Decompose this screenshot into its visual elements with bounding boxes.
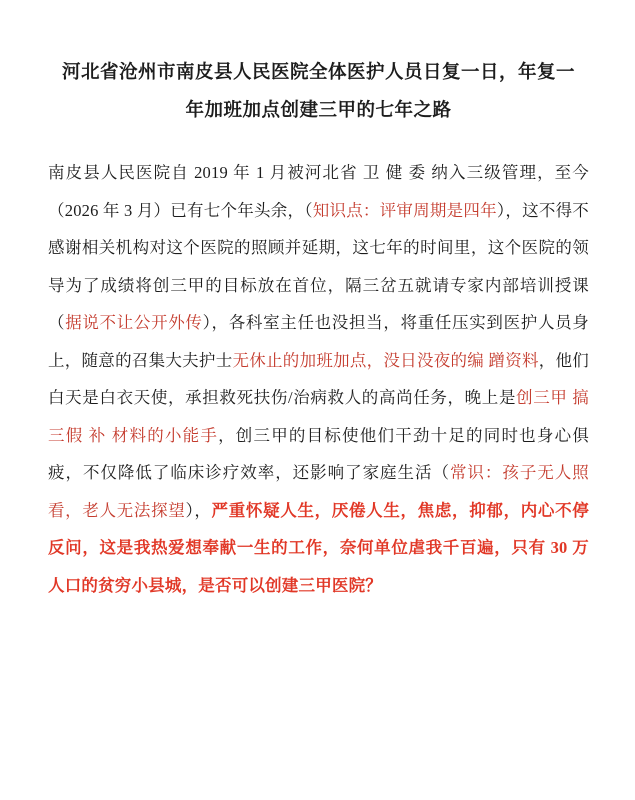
document-title: 河北省沧州市南皮县人民医院全体医护人员日复一日，年复一年加班加点创建三甲的七年之路 bbox=[61, 63, 575, 121]
text-run-normal: ，他们白天是白衣天使，承担救死扶伤/治病救人的高尚任务，晚上是 bbox=[48, 350, 589, 407]
text-run-red: 创三甲 搞三假 补 材料的小能手 bbox=[48, 388, 590, 445]
text-run-red: 常识：孩子无人照看，老人无法探望 bbox=[48, 463, 589, 520]
text-run-normal: 南皮县人民医院自 2019 年 1 月被河北省 卫 健 委 纳入三级管理，至今（2026 年 3 月）已有七个年头余，（ bbox=[48, 163, 589, 220]
text-run-red: 知识点：评审周期是四年 bbox=[312, 200, 497, 220]
body-paragraph bbox=[48, 154, 589, 604]
text-run-normal: ），各科室主任也没担当，将重任压实到医护人员身上，随意的召集大夫护士 bbox=[48, 313, 589, 370]
text-run-normal: ，创三甲的目标使他们干劲十足的同时也身心俱疲，不仅降低了临床诊疗效率，还影响了家庭生活（ bbox=[48, 425, 589, 482]
text-run-red-bold: 严重怀疑人生，厌倦人生，焦虑，抑郁，内心不停反问，这是我热爱想奉献一生的工作，奈何单位虐我千百遍，只有 30 万人口的贫穷小县城，是否可以创建三甲医院？ bbox=[48, 500, 589, 595]
text-run-normal: ）， bbox=[185, 500, 212, 520]
text-run-red: 据说不让公开外传 bbox=[65, 313, 203, 332]
text-run-red: 无休止的加班加点，没日没夜的编 蹭资料 bbox=[232, 350, 539, 370]
text-run-normal: ），这不得不感谢相关机构对这个医院的照顾并延期，这七年的时间里，这个医院的领导为了成绩将创三甲的目标放在首位，隔三岔五就请专家内部培训授课（ bbox=[48, 200, 590, 332]
